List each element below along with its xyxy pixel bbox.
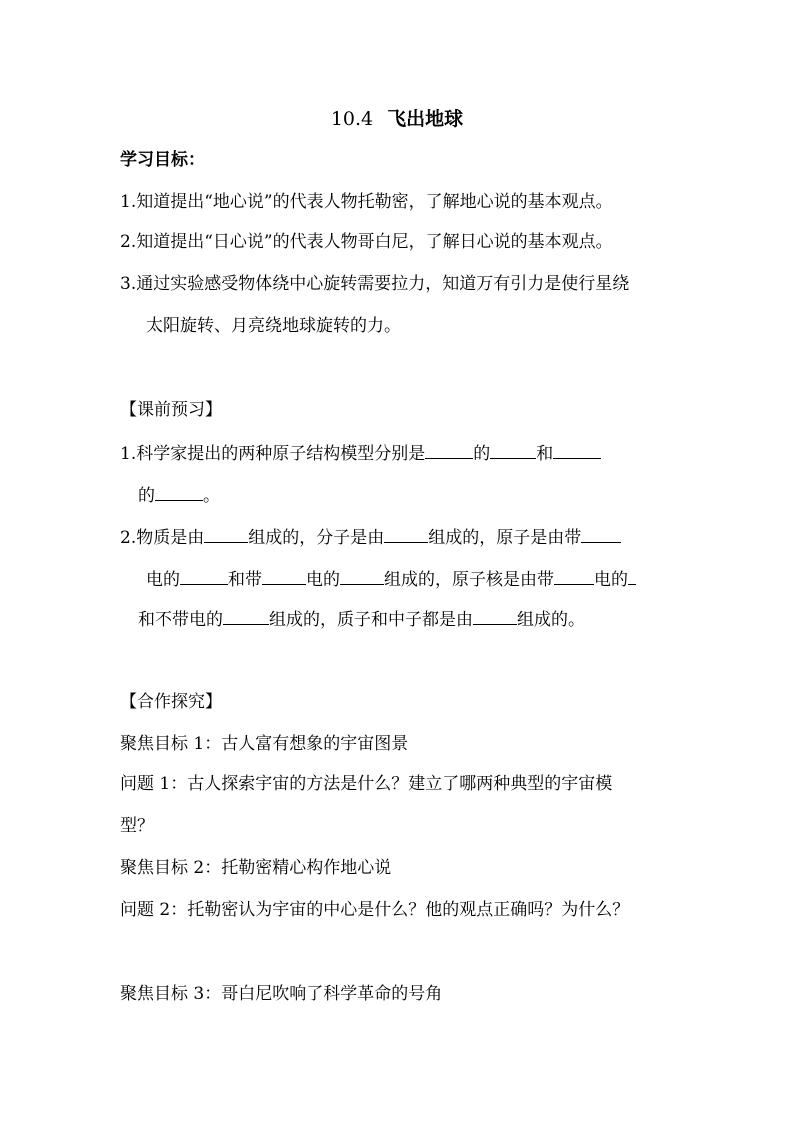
focus-goal-3: 聚焦目标 3：哥白尼吹响了科学革命的号角 xyxy=(120,984,443,1004)
preview-question-1 xyxy=(120,440,680,466)
q2-text-c: 组成的，原子是由带 xyxy=(428,528,582,548)
question-1: 问题 1：古人探索宇宙的方法是什么？建立了哪两种典型的宇宙模 xyxy=(120,774,613,794)
objective-item-3: 3.通过实验感受物体绕中心旋转需要拉力，知道万有引力是使行星绕 xyxy=(120,274,630,294)
q2-blank-6[interactable] xyxy=(340,566,384,585)
q2-blank-8[interactable] xyxy=(628,566,636,585)
q1-text-a: 1.科学家提出的两种原子结构模型分别是 xyxy=(120,444,426,464)
explore-heading: 【合作探究】 xyxy=(120,692,222,712)
q1-blank-2[interactable] xyxy=(490,440,536,459)
title-number: 10.4 xyxy=(330,108,374,130)
q2-text-i: 和不带电的 xyxy=(138,610,223,630)
preview-question-2 xyxy=(120,524,680,550)
q2-text-b: 组成的，分子是由 xyxy=(248,528,385,548)
preview-question-2-cont-2 xyxy=(138,606,698,632)
objective-item-1: 1.知道提出“地心说”的代表人物托勒密，了解地心说的基本观点。 xyxy=(120,192,613,212)
preview-question-1-cont xyxy=(138,482,698,508)
q2-text-j: 组成的，质子和中子都是由 xyxy=(269,610,473,630)
q2-blank-3[interactable] xyxy=(581,524,621,543)
objectives-heading: 学习目标： xyxy=(120,150,205,170)
preview-question-2-cont-1 xyxy=(146,566,680,592)
q2-blank-7[interactable] xyxy=(554,566,594,585)
q2-blank-10[interactable] xyxy=(473,606,517,625)
q2-text-a: 2.物质是由 xyxy=(120,528,205,548)
q1-text-b: 的 xyxy=(473,444,491,464)
q2-text-k: 组成的。 xyxy=(517,610,585,630)
preview-heading: 【课前预习】 xyxy=(120,400,222,420)
question-2: 问题 2：托勒密认为宇宙的中心是什么？他的观点正确吗？为什么？ xyxy=(120,900,630,920)
q1-text-c: 和 xyxy=(536,444,554,464)
q1-blank-1[interactable] xyxy=(425,440,473,459)
q2-text-h: 电的 xyxy=(594,570,628,590)
q2-blank-5[interactable] xyxy=(262,566,306,585)
question-1-cont: 型？ xyxy=(120,816,154,836)
focus-goal-1: 聚焦目标 1：古人富有想象的宇宙图景 xyxy=(120,734,409,754)
q1-blank-4[interactable] xyxy=(155,482,203,501)
q2-blank-9[interactable] xyxy=(223,606,269,625)
title-text: 飞出地球 xyxy=(387,108,464,130)
q1-blank-3[interactable] xyxy=(553,440,601,459)
page-title xyxy=(0,106,794,132)
q2-text-f: 电的 xyxy=(306,570,340,590)
q2-blank-2[interactable] xyxy=(384,524,428,543)
q2-text-e: 和带 xyxy=(228,570,262,590)
q1-text-d: 的 xyxy=(138,486,155,506)
q2-blank-1[interactable] xyxy=(204,524,248,543)
q2-text-d: 电的 xyxy=(146,570,180,590)
focus-goal-2: 聚焦目标 2：托勒密精心构作地心说 xyxy=(120,858,392,878)
q2-text-g: 组成的，原子核是由带 xyxy=(384,570,554,590)
q2-blank-4[interactable] xyxy=(180,566,228,585)
objective-item-3-cont: 太阳旋转、月亮绕地球旋转的力。 xyxy=(146,316,401,336)
q1-text-e: 。 xyxy=(203,486,220,506)
objective-item-2: 2.知道提出“日心说”的代表人物哥白尼，了解日心说的基本观点。 xyxy=(120,232,613,252)
